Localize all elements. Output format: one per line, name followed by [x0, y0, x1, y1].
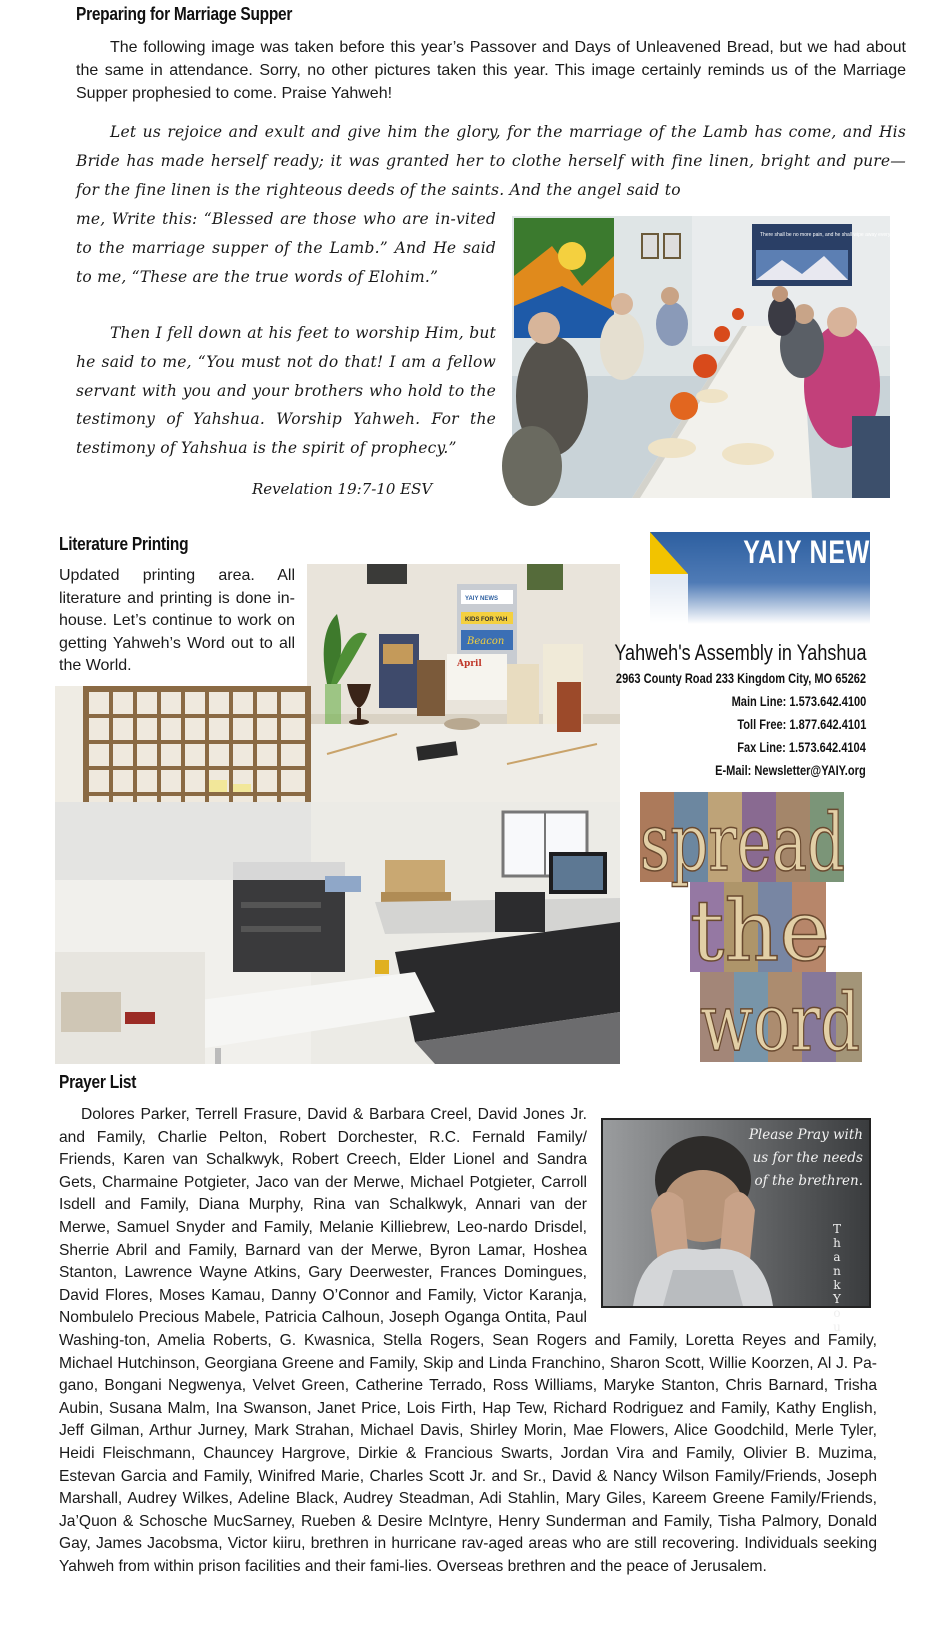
literature-heading: Literature Printing [59, 534, 189, 554]
masthead-main-line: Main Line: 1.573.642.4100 [731, 694, 866, 709]
literature-text: Updated printing area. All literature and printing is done in-house. Let’s continue to work on getting Yahweh’s Word out to all the World. [59, 567, 295, 674]
spread-the-word-image [630, 792, 865, 1069]
masthead-fax: Fax Line: 1.573.642.4104 [737, 740, 866, 755]
masthead-email: E-Mail: Newsletter@YAIY.org [715, 763, 866, 778]
prayer-image-text: Please Pray with us for the needs of the brethren. [748, 1127, 863, 1189]
prayer-list-text [59, 1104, 877, 1578]
spread-word-line2: the [690, 882, 830, 980]
photo-banner-text: There shall be no more pain, and he shall wipe away every tear [760, 232, 901, 238]
spread-word-line1: spread [640, 796, 845, 889]
scripture-quote-full: Let us rejoice and exult and give him the glory, for the marriage of the Lamb has come, and His Bride has made herself ready; it was granted her to clothe herself with fine linen, bright and pure— for the fine linen is the righteous deeds of the saints. And the angel said to [76, 123, 906, 199]
masthead-title: YAIY NEWS [743, 534, 888, 570]
scripture-quote-col2: Then I fell down at his feet to worship Him, but he said to me, “You must not do that! I am a fellow servant with you and your brothers who hold to the testimony of Yahshua. Worship Yahweh. For the testimony of Yahshua is the spirit of prophecy.” [76, 324, 496, 458]
marriage-supper-photo [512, 216, 901, 498]
printing-room-photo [55, 802, 620, 1064]
prayer-heading: Prayer List [59, 1072, 137, 1092]
rack-label-news: YAIY NEWS [465, 596, 499, 602]
prayer-image-thank-you: Thank You [832, 1222, 841, 1334]
rack-label-kids: KIDS FOR YAH [465, 617, 508, 623]
literature-display-photo [307, 564, 620, 802]
marriage-supper-intro: The following image was taken before this year’s Passover and Days of Unleavened Bread, but we had about the same in attendance. Sorry, no other pictures taken this year. This image certainly reminds us of the Marriage Supper prophesied to come. Praise Yahweh! [76, 39, 906, 102]
masthead-address: 2963 County Road 233 Kingdom City, MO 65262 [615, 671, 866, 686]
spread-word-line3: word [700, 976, 860, 1069]
marriage-supper-heading: Preparing for Marriage Supper [76, 4, 293, 24]
prayer-list-names: Dolores Parker, Terrell Frasure, David & Barbara Creel, David Jones Jr. and Family, Charlie Pelton, Robert Dorchester, R.C. Fernald Family/ Friends, Karen van Schalkwyk, Robert Creech, Elder Lionel and Sandra Gets, Charmaine Potgieter, Jaco van der Merwe, Michael Potgieter, Carroll Isdell and Family, Diana Murphy, Rina van Schalkwyk, Annari van der Merwe, Samuel Snyder and Family, Melanie Killiebrew, Leo-nardo Drisdel, Sherrie Abril and Family, Barnard van der Merwe, Byron Lamar, Hoshea Stanton, Lawrence Wayne Atkins, Gary Deerwester, Frances Domingues, David Flores, Moses Kamau, Danny O’Connor and Family, Victor Karanja, Nombulelo Precious Mabele, Patricia Calhoun, Joseph Oganga Ontita, Paul Washing-ton, Amelia Roberts, G. Kwasnica, Stella Rogers, Sean Rogers and Family, Loretta Reyes and Family, Michael Hutchinson, Georgiana Greene and Family, Skip and Linda Franchino, Sharon Scott, Willie Koorzen, Al J. Pa-gano, Bongani Negwenya, Velvet Green, Catherine Terrado, Ross Williams, Maryke Stanton, Chris Barnard, Trisha Aubin, Susana Malm, Ina Swanson, Janet Price, Lois Firth, Hap Tew, Richard Rodriguez and Family, Kathy English, Jeff Gilman, Arthur Jurney, Mark Strahan, Michael Davis, Shirley Morin, Mae Flowers, Alice Goodchild, Merle Tyler, Heidi Fleischmann, Chauncey Hargrove, Dirkie & Francious Swarts, Jordan Vira and Family, Olivier B. Muzima, Estevan Garcia and Family, Winifred Marie, Charles Scott Jr. and Sr., David & Nancy Wilson Family/Friends, Joseph Marshall, Audrey Wilkes, Adeline Black, Audrey Steadman, Adi Stahlin, Mary Giles, Kareem Greene Family/Friends, Ja’Quon & Schosche MucSarney, Rueben & Desire McIntyre, Henry Sunderman and Family, Tisha Palmory, Donald Gay, James Jacobsma, Victor kiiru, brethren in hurricane rav-aged areas who are still recovering. Individuals seeking Yahweh from within prison facilities and their fami-lies. Overseas brethren and the peace of Jerusalem. [59, 1106, 877, 1575]
scripture-citation: Revelation 19:7-10 ESV [252, 480, 433, 498]
scripture-quote-col1: me, Write this: “Blessed are those who are in-vited to the marriage supper of the Lamb.” And He said to me, “These are the true words of Elohim.” [76, 210, 496, 286]
calendar-label: April [457, 659, 482, 669]
rack-label-beacon: Beacon [467, 636, 505, 647]
masthead-toll-free: Toll Free: 1.877.642.4101 [736, 717, 866, 732]
masthead-org: Yahweh's Assembly in Yahshua [613, 640, 866, 665]
